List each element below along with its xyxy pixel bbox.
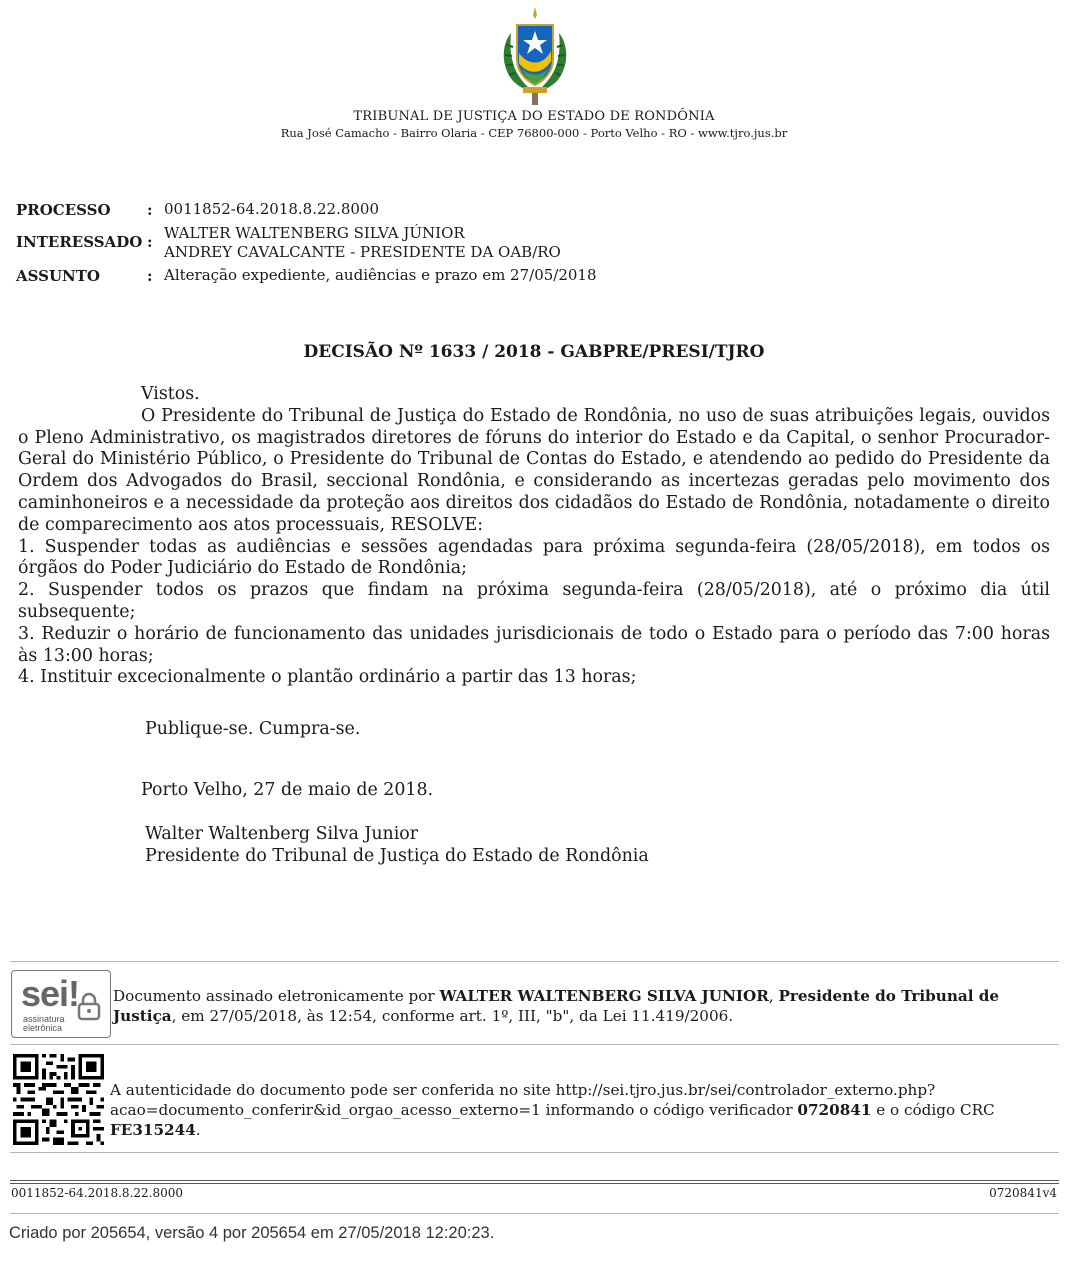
signer-role: Presidente do Tribunal de Justiça do Estado de Rondônia <box>145 846 649 866</box>
lock-icon <box>76 991 102 1021</box>
intro-paragraph: O Presidente do Tribunal de Justiça do Estado de Rondônia, no uso de suas atribuições legais, ouvidos o Pleno Administrativo, os magistrados diretores de fóruns do interior do Estado e da Capital, o senhor Procurador-Geral do Ministério Público, o Presidente do Tribunal de Contas do Estado, e atendendo ao pedido do Presidente da Ordem dos Advogados do Brasil, seccional Rondônia, e considerando as incertezas geradas pelo movimento dos caminhoneiros e a necessidade da proteção aos direitos dos cidadãos do Estado de Rondônia, notadamente o direito de comparecimento aos atos processuais, RESOLVE: <box>18 405 1050 535</box>
interessado-value-2: ANDREY CAVALCANTE - PRESIDENTE DA OAB/RO <box>164 243 561 261</box>
processo-colon: : <box>147 201 153 219</box>
signature-suffix: , em 27/05/2018, às 12:54, conforme art. 1º, III, "b", da Lei 11.419/2006. <box>171 1007 734 1025</box>
footer-doc-version: 0720841v4 <box>989 1186 1057 1200</box>
publique-text: Publique-se. Cumpra-se. <box>145 719 361 739</box>
signature-prefix: Documento assinado eletronicamente por <box>113 987 440 1005</box>
signer-name: Walter Waltenberg Silva Junior <box>145 824 419 844</box>
sei-logo-text: sei! <box>21 973 80 1014</box>
authenticity-line-2 <box>110 1100 1058 1140</box>
divider-bottom <box>10 1152 1059 1153</box>
authenticity-text <box>110 1080 1058 1140</box>
processo-value: 0011852-64.2018.8.22.8000 <box>164 200 380 218</box>
sei-logo-sub-1: assinatura <box>23 1014 65 1024</box>
coat-of-arms-emblem <box>497 5 573 109</box>
assunto-value: Alteração expediente, audiências e prazo em 27/05/2018 <box>164 266 597 284</box>
vistos-paragraph: Vistos. <box>141 384 200 404</box>
crc-code: FE315244 <box>110 1121 196 1139</box>
processo-label: PROCESSO <box>16 201 111 219</box>
signature-separator: , <box>768 987 779 1005</box>
assunto-colon: : <box>147 267 153 285</box>
sei-signature-logo <box>11 970 111 1038</box>
interessado-label: INTERESSADO <box>16 233 143 251</box>
decision-title: DECISÃO Nº 1633 / 2018 - GABPRE/PRESI/TJRO <box>303 342 765 362</box>
court-address: Rua José Camacho - Bairro Olaria - CEP 76800-000 - Porto Velho - RO - www.tjro.jus.br <box>280 126 788 140</box>
court-name: TRIBUNAL DE JUSTIÇA DO ESTADO DE RONDÔNIA <box>353 109 715 124</box>
interessado-value-1: WALTER WALTENBERG SILVA JÚNIOR <box>164 224 465 242</box>
authenticity-middle: e o código CRC <box>871 1101 995 1119</box>
created-info: Criado por 205654, versão 4 por 205654 em 27/05/2018 12:20:23. <box>9 1224 495 1242</box>
place-date: Porto Velho, 27 de maio de 2018. <box>141 780 434 800</box>
authenticity-line-1: A autenticidade do documento pode ser conferida no site http://sei.tjro.jus.br/sei/controlador_externo.php? <box>110 1081 936 1099</box>
authenticity-line-2-prefix: acao=documento_conferir&id_orgao_acesso_externo=1 informando o código verificador <box>110 1101 798 1119</box>
authenticity-end: . <box>195 1121 201 1139</box>
qr-code-icon <box>13 1054 104 1145</box>
signature-text <box>113 986 1058 1026</box>
resolution-item-1: 1. Suspender todas as audiências e sessões agendadas para próxima segunda-feira (28/05/2018), em todos os órgãos do Poder Judiciário do Estado de Rondônia; <box>18 536 1050 579</box>
footer-rule-1 <box>10 1180 1059 1181</box>
footer-process-number: 0011852-64.2018.8.22.8000 <box>11 1186 184 1200</box>
footer-rule-2 <box>10 1183 1059 1184</box>
divider-middle <box>10 1044 1059 1045</box>
sei-logo-sub-2: eletrônica <box>23 1023 63 1033</box>
divider-top <box>10 961 1059 962</box>
verifier-code: 0720841 <box>797 1101 872 1119</box>
resolution-item-2: 2. Suspender todos os prazos que findam na próxima segunda-feira (28/05/2018), até o próximo dia útil subsequente; <box>18 580 1050 622</box>
interessado-colon: : <box>147 233 153 251</box>
resolution-item-4: 4. Instituir excecionalmente o plantão ordinário a partir das 13 horas; <box>18 667 637 688</box>
signature-signer: WALTER WALTENBERG SILVA JUNIOR <box>439 987 769 1005</box>
decision-body <box>18 384 1050 689</box>
footer-rule-3 <box>10 1213 1059 1214</box>
assunto-label: ASSUNTO <box>16 267 100 285</box>
signature-role: Presidente do Tribunal de Justiça <box>113 987 1000 1025</box>
resolution-item-3: 3. Reduzir o horário de funcionamento das unidades jurisdicionais de todo o Estado para o período das 7:00 horas às 13:00 horas; <box>18 623 1050 666</box>
